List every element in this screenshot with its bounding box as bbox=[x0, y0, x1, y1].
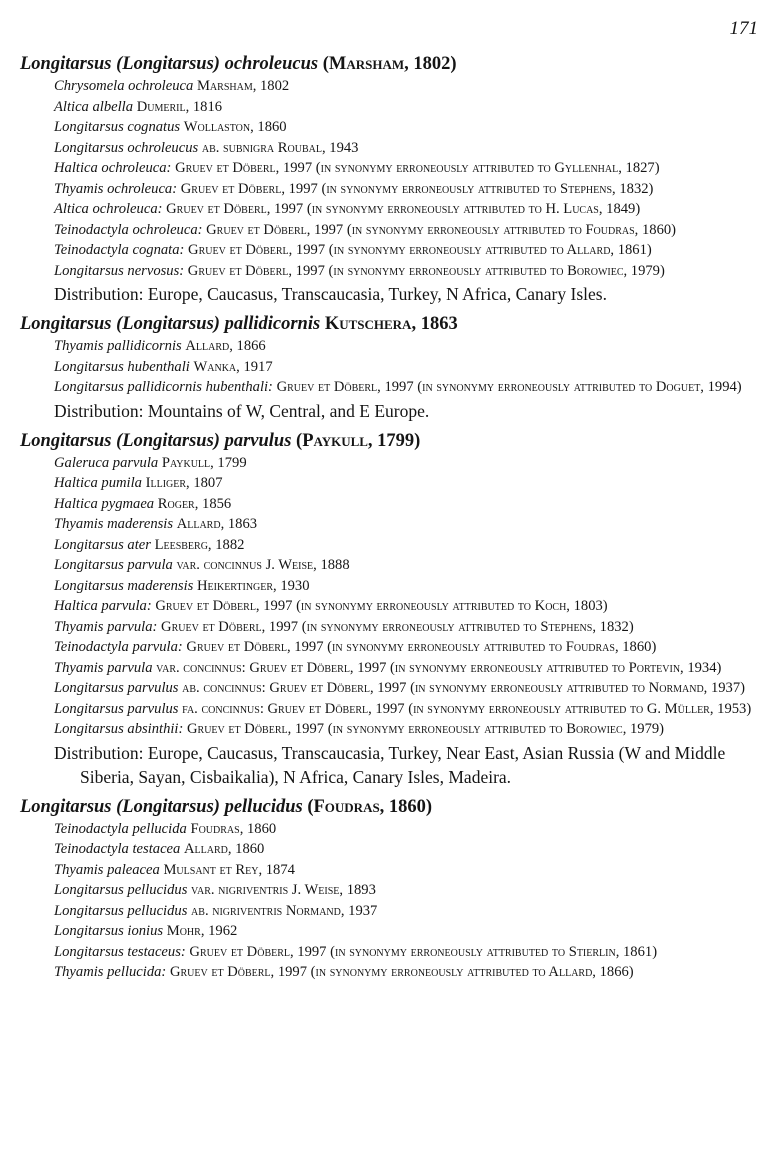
synonym-citation: Gruev et Döberl, 1997 (in synonymy erroneously attributed to H. Lucas, 1849) bbox=[166, 201, 641, 217]
synonym-citation: Gruev et Döberl, 1997 (in synonymy erroneously attributed to Foudras, 1860) bbox=[206, 221, 677, 238]
synonym-name: Haltica ochroleuca: bbox=[54, 160, 172, 176]
synonym-name: Thyamis pellucida: bbox=[54, 964, 167, 980]
synonym-name: Thyamis parvula bbox=[54, 659, 153, 676]
synonym-item bbox=[54, 719, 762, 740]
synonym-name: Haltica pygmaea bbox=[54, 495, 155, 512]
synonym-item bbox=[54, 117, 762, 138]
synonym-citation: Gruev et Döberl, 1997 (in synonymy erroneously attributed to Doguet, 1994) bbox=[276, 379, 742, 395]
synonym-item bbox=[54, 97, 762, 118]
synonym-item bbox=[54, 494, 762, 515]
synonym-item bbox=[54, 962, 762, 983]
synonym-item bbox=[54, 220, 762, 241]
synonym-item bbox=[54, 617, 762, 638]
synonym-name: Longitarsus hubenthali bbox=[54, 358, 190, 375]
synonym-item bbox=[54, 261, 762, 282]
synonym-item bbox=[54, 576, 762, 597]
species-name: Longitarsus (Longitarsus) ochroleucus bbox=[20, 54, 319, 74]
synonym-item bbox=[54, 76, 762, 97]
synonym-name: Teinodactyla parvula: bbox=[54, 639, 183, 655]
synonym-item bbox=[54, 839, 762, 860]
synonym-citation: Gruev et Döberl, 1997 (in synonymy erroneously attributed to Borowiec, 1979) bbox=[187, 721, 665, 737]
synonym-item bbox=[54, 179, 762, 200]
synonym-item bbox=[54, 199, 762, 220]
distribution-text: Distribution: Europe, Caucasus, Transcaucasia, Turkey, Near East, Asian Russia (W and Middle Siberia, Sayan, Cisbaikalia), N Africa, Canary Isles, Madeira. bbox=[54, 742, 726, 787]
synonym-name: Longitarsus ionius bbox=[54, 923, 164, 939]
synonym-citation: var. concinnus J. Weise, 1888 bbox=[176, 557, 350, 573]
synonym-item bbox=[54, 377, 762, 398]
synonym-name: Longitarsus ater bbox=[54, 536, 151, 553]
synonym-item bbox=[54, 658, 762, 679]
synonym-citation: Wollaston, 1860 bbox=[183, 119, 287, 135]
synonym-citation: Gruev et Döberl, 1997 (in synonymy erroneously attributed to Allard, 1861) bbox=[188, 242, 652, 258]
synonym-citation: Allard, 1866 bbox=[185, 338, 266, 354]
distribution-text: Distribution: Mountains of W, Central, and E Europe. bbox=[54, 400, 430, 421]
species-name: Longitarsus (Longitarsus) parvulus bbox=[20, 430, 292, 451]
synonym-citation: Wanka, 1917 bbox=[193, 358, 273, 375]
synonym-item bbox=[54, 678, 762, 699]
species-author: Kutschera, 1863 bbox=[324, 314, 458, 334]
species-title bbox=[20, 795, 762, 819]
synonym-citation: ab. nigriventris Normand, 1937 bbox=[191, 902, 378, 919]
synonym-name: Longitarsus pellucidus bbox=[54, 882, 188, 898]
synonym-name: Longitarsus pallidicornis hubenthali: bbox=[54, 379, 273, 395]
species-title bbox=[20, 52, 762, 76]
synonym-item bbox=[54, 535, 762, 556]
synonym-item bbox=[54, 336, 762, 357]
synonym-citation: ab. concinnus: Gruev et Döberl, 1997 (in synonymy erroneously attributed to Normand, 1937) bbox=[182, 680, 746, 696]
synonym-name: Chrysomela ochroleuca bbox=[54, 78, 194, 94]
synonym-item bbox=[54, 819, 762, 840]
species-author: (Paykull, 1799) bbox=[296, 430, 421, 451]
synonym-name: Thyamis pallidicornis bbox=[54, 338, 182, 354]
catalog-content bbox=[20, 52, 762, 989]
synonym-citation: Illiger, 1807 bbox=[145, 475, 223, 491]
synonym-item bbox=[54, 555, 762, 576]
synonym-name: Altica albella bbox=[54, 98, 134, 115]
synonym-citation: Gruev et Döberl, 1997 (in synonymy erroneously attributed to Borowiec, 1979) bbox=[187, 262, 665, 279]
synonym-item bbox=[54, 921, 762, 942]
species-entry bbox=[20, 795, 762, 983]
synonym-item bbox=[54, 158, 762, 179]
synonym-citation: Roger, 1856 bbox=[157, 495, 232, 512]
synonym-name: Teinodactyla testacea bbox=[54, 841, 181, 857]
species-author: (Marsham, 1802) bbox=[322, 54, 457, 74]
species-entry bbox=[20, 312, 762, 423]
species-title bbox=[20, 429, 762, 453]
species-author: (Foudras, 1860) bbox=[307, 796, 433, 817]
synonym-name: Longitarsus nervosus: bbox=[54, 262, 185, 279]
synonym-citation: Gruev et Döberl, 1997 (in synonymy erroneously attributed to Stephens, 1832) bbox=[161, 618, 634, 635]
species-entry bbox=[20, 52, 762, 306]
synonym-name: Longitarsus absinthii: bbox=[54, 721, 184, 737]
synonym-name: Longitarsus parvula bbox=[54, 557, 173, 573]
synonym-name: Thyamis parvula: bbox=[54, 618, 158, 635]
synonym-citation: Gruev et Döberl, 1997 (in synonymy erroneously attributed to Stierlin, 1861) bbox=[189, 943, 658, 960]
synonym-citation: Heikertinger, 1930 bbox=[197, 577, 310, 594]
synonym-citation: Gruev et Döberl, 1997 (in synonymy erroneously attributed to Foudras, 1860) bbox=[186, 639, 657, 655]
synonym-name: Longitarsus ochroleucus bbox=[54, 139, 199, 156]
synonym-citation: var. concinnus: Gruev et Döberl, 1997 (in synonymy erroneously attributed to Portevin, 1934) bbox=[156, 659, 722, 676]
synonym-citation: Paykull, 1799 bbox=[161, 454, 247, 471]
synonym-citation: Gruev et Döberl, 1997 (in synonymy erroneously attributed to Stephens, 1832) bbox=[180, 180, 654, 197]
synonym-name: Longitarsus parvulus bbox=[54, 680, 179, 696]
synonym-citation: Gruev et Döberl, 1997 (in synonymy erroneously attributed to Allard, 1866) bbox=[169, 964, 634, 980]
synonym-citation: Mulsant et Rey, 1874 bbox=[163, 861, 295, 878]
synonym-item bbox=[54, 901, 762, 922]
synonym-citation: Allard, 1860 bbox=[183, 841, 265, 857]
synonym-citation: Gruev et Döberl, 1997 (in synonymy erroneously attributed to Koch, 1803) bbox=[155, 598, 608, 614]
synonym-citation: fa. concinnus: Gruev et Döberl, 1997 (in synonymy erroneously attributed to G. Müller, 1953) bbox=[182, 700, 752, 717]
synonym-item bbox=[54, 860, 762, 881]
synonym-citation: ab. subnigra Roubal, 1943 bbox=[201, 139, 359, 156]
synonym-name: Altica ochroleuca: bbox=[54, 201, 163, 217]
synonym-name: Longitarsus parvulus bbox=[54, 700, 179, 717]
distribution-text: Distribution: Europe, Caucasus, Transcaucasia, Turkey, N Africa, Canary Isles. bbox=[54, 284, 607, 304]
species-name: Longitarsus (Longitarsus) pallidicornis bbox=[20, 314, 321, 334]
synonym-citation: Leesberg, 1882 bbox=[154, 536, 245, 553]
synonym-citation: var. nigriventris J. Weise, 1893 bbox=[191, 882, 376, 898]
synonym-name: Longitarsus maderensis bbox=[54, 577, 194, 594]
synonym-name: Haltica parvula: bbox=[54, 598, 152, 614]
synonym-citation: Allard, 1863 bbox=[176, 516, 258, 532]
synonym-name: Longitarsus pellucidus bbox=[54, 902, 188, 919]
synonym-citation: Foudras, 1860 bbox=[190, 820, 277, 837]
synonym-name: Teinodactyla pellucida bbox=[54, 820, 187, 837]
synonym-list bbox=[54, 453, 762, 740]
synonym-citation: Marsham, 1802 bbox=[196, 78, 290, 94]
synonym-item bbox=[54, 514, 762, 535]
synonym-name: Galeruca parvula bbox=[54, 454, 159, 471]
synonym-name: Teinodactyla ochroleuca: bbox=[54, 221, 203, 238]
synonym-item bbox=[54, 138, 762, 159]
species-title bbox=[20, 312, 762, 336]
synonym-citation: Mohr, 1962 bbox=[166, 923, 238, 939]
synonym-name: Longitarsus testaceus: bbox=[54, 943, 186, 960]
species-entry bbox=[20, 429, 762, 789]
synonym-name: Haltica pumila bbox=[54, 475, 142, 491]
synonym-item bbox=[54, 699, 762, 720]
synonym-item bbox=[54, 473, 762, 494]
synonym-citation: Dumeril, 1816 bbox=[136, 98, 223, 115]
synonym-item bbox=[54, 880, 762, 901]
synonym-item bbox=[54, 357, 762, 378]
page-number: 171 bbox=[729, 18, 758, 39]
species-name: Longitarsus (Longitarsus) pellucidus bbox=[20, 796, 303, 817]
synonym-item bbox=[54, 637, 762, 658]
synonym-item bbox=[54, 942, 762, 963]
synonym-name: Teinodactyla cognata: bbox=[54, 242, 185, 258]
synonym-list bbox=[54, 819, 762, 983]
synonym-list bbox=[54, 76, 762, 281]
synonym-name: Thyamis ochroleuca: bbox=[54, 180, 178, 197]
synonym-item bbox=[54, 453, 762, 474]
synonym-citation: Gruev et Döberl, 1997 (in synonymy erroneously attributed to Gyllenhal, 1827) bbox=[175, 160, 660, 176]
synonym-name: Longitarsus cognatus bbox=[54, 119, 181, 135]
synonym-name: Thyamis paleacea bbox=[54, 861, 160, 878]
synonym-list bbox=[54, 336, 762, 398]
synonym-name: Thyamis maderensis bbox=[54, 516, 174, 532]
synonym-item bbox=[54, 596, 762, 617]
synonym-item bbox=[54, 240, 762, 261]
